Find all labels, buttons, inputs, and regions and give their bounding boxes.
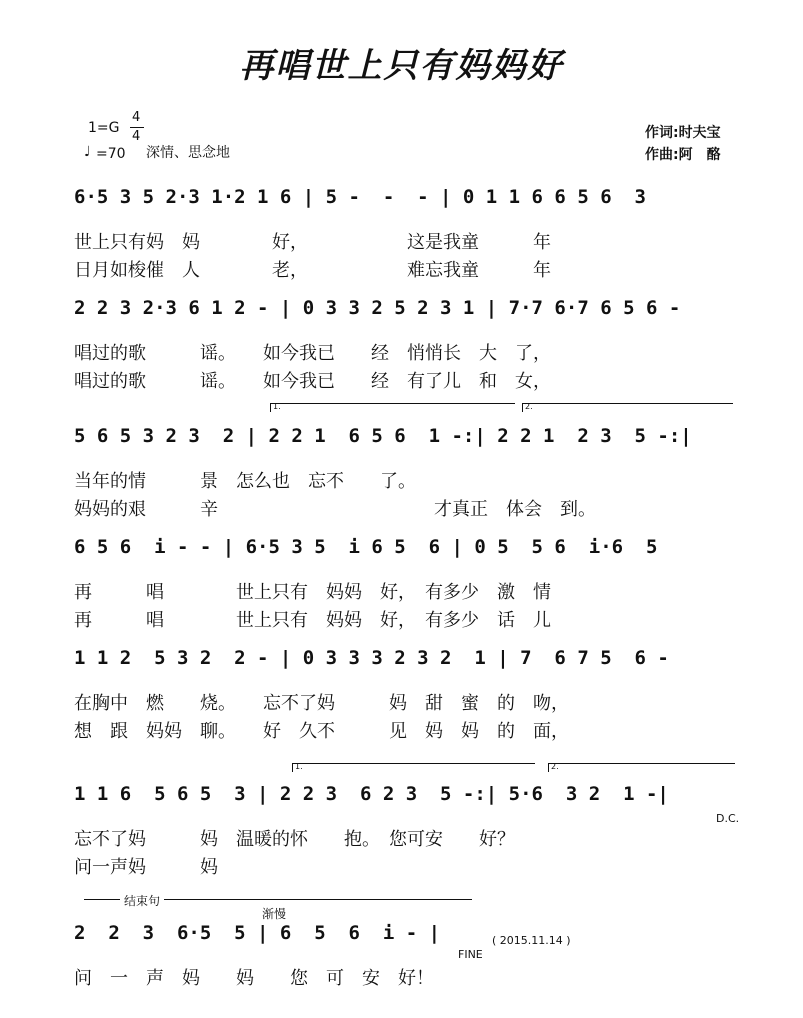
fine-mark: FINE: [458, 948, 483, 961]
composer: 作曲:阿 酪: [645, 147, 721, 163]
lyric-verse-1: 再 唱 世上只有 妈妈 好， 有多少 激 情: [74, 582, 551, 603]
notation: 2 2 3 2·3 6 1 2 - | 0 3 3 2 5 2 3 1 | 7·7 6·7 6 5 6 -: [74, 297, 681, 319]
volta-bracket-2: 2.: [522, 403, 733, 412]
ending-label: 结束句: [120, 892, 164, 909]
volta-bracket-1b: 1.: [292, 763, 535, 772]
dc-mark: D.C.: [716, 812, 740, 825]
lyric-verse-1: 世上只有妈 妈 好， 这是我童 年: [74, 232, 551, 253]
notation: 1 1 2 5 3 2 2 - | 0 3 3 3 2 3 2 1 | 7 6 7 5 6 -: [74, 647, 669, 669]
lyric-verse-1: 当年的情 景 怎么也 忘不 了。: [74, 471, 416, 492]
quarter-note-icon: ♩: [84, 144, 91, 160]
lyric-verse-1: 在胸中 燃 烧。 忘不了妈 妈 甜 蜜 的 吻，: [74, 693, 569, 714]
time-signature-bottom: 4: [132, 129, 141, 144]
expression-mark: 深情、思念地: [146, 145, 230, 161]
lyric-ending: 问 一 声 妈 妈 您 可 安 好！: [74, 968, 434, 989]
lyric-verse-2: 日月如梭催 人 老， 难忘我童 年: [74, 260, 551, 281]
key-signature: 1=G: [88, 120, 120, 136]
notation: 6 5 6 i - - | 6·5 3 5 i 6 5 6 | 0 5 5 6 i·6 5: [74, 536, 658, 558]
lyric-verse-1: 忘不了妈 妈 温暖的怀 抱。 您可安 好？: [74, 829, 515, 850]
lyric-verse-2: 妈妈的艰 辛 才真正 体会 到。: [74, 499, 596, 520]
lyric-verse-1: 唱过的歌 谣。 如今我已 经 悄悄长 大 了，: [74, 343, 551, 364]
date-stamp: ( 2015.11.14 ): [492, 934, 571, 947]
lyric-verse-2: 问一声妈 妈: [74, 857, 218, 878]
notation: 6·5 3 5 2·3 1·2 1 6 | 5 - - - | 0 1 1 6 6 5 6 3: [74, 186, 646, 208]
song-title: 再唱世上只有妈妈好: [239, 46, 564, 86]
tempo-slowing: 渐慢: [262, 907, 287, 921]
tempo: =70: [96, 146, 126, 162]
notation: 2 2 3 6·5 5 | 6 5 6 i - |: [74, 922, 441, 944]
lyric-verse-2: 想 跟 妈妈 聊。 好 久不 见 妈 妈 的 面，: [74, 721, 569, 742]
lyric-verse-2: 唱过的歌 谣。 如今我已 经 有了儿 和 女，: [74, 371, 551, 392]
time-signature-top: 4: [132, 110, 141, 125]
notation: 5 6 5 3 2 3 2 | 2 2 1 6 5 6 1 -:| 2 2 1 2 3 5 -:|: [74, 425, 692, 447]
volta-bracket-1: 1.: [270, 403, 515, 412]
lyric-verse-2: 再 唱 世上只有 妈妈 好， 有多少 话 儿: [74, 610, 551, 631]
time-signature-line: [130, 127, 144, 128]
notation: 1 1 6 5 6 5 3 | 2 2 3 6 2 3 5 -:| 5·6 3 2 1 -|: [74, 783, 669, 805]
volta-bracket-2b: 2.: [548, 763, 735, 772]
lyricist: 作词:时夫宝: [645, 125, 721, 141]
